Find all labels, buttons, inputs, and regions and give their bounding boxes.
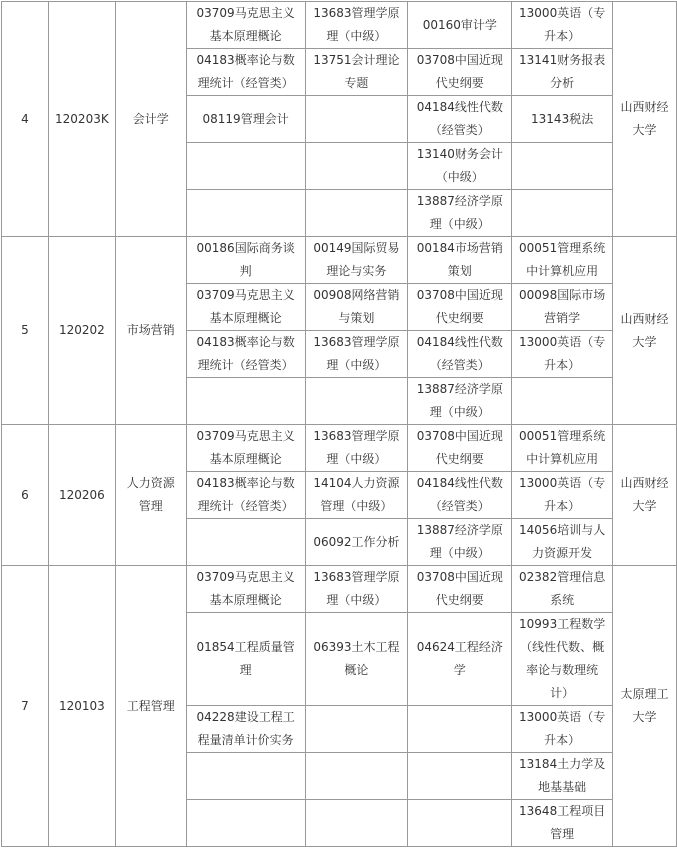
- course-cell: [408, 753, 512, 800]
- course-cell: 03708中国近现代史纲要: [408, 566, 512, 613]
- school-cell: 山西财经大学: [613, 2, 677, 237]
- course-cell: 13887经济学原理（中级）: [408, 519, 512, 566]
- course-cell: 04184线性代数（经管类）: [408, 331, 512, 378]
- course-cell: 06092工作分析: [305, 519, 408, 566]
- course-cell: 13141财务报表分析: [512, 49, 613, 96]
- course-cell: [305, 800, 408, 847]
- course-cell: 04183概率论与数理统计（经管类）: [186, 49, 305, 96]
- course-cell: [512, 378, 613, 425]
- course-cell: 01854工程质量管理: [186, 613, 305, 706]
- table-row: [2, 237, 677, 284]
- course-cell: 03708中国近现代史纲要: [408, 284, 512, 331]
- course-cell: 00184市场营销策划: [408, 237, 512, 284]
- course-cell: 03709马克思主义基本原理概论: [186, 284, 305, 331]
- course-cell: 06393土木工程概论: [305, 613, 408, 706]
- school-cell: 太原理工大学: [613, 566, 677, 847]
- major-no-cell: 4: [2, 2, 49, 237]
- course-cell: [186, 800, 305, 847]
- course-cell: [408, 800, 512, 847]
- course-cell: 04183概率论与数理统计（经管类）: [186, 331, 305, 378]
- major-name-cell: 市场营销: [115, 237, 186, 425]
- course-cell: [305, 378, 408, 425]
- course-cell: 13143税法: [512, 96, 613, 143]
- major-code-cell: 120203K: [48, 2, 115, 237]
- majors-course-table: [1, 1, 677, 847]
- course-cell: [186, 143, 305, 190]
- course-cell: 13683管理学原理（中级）: [305, 566, 408, 613]
- course-cell: 13000英语（专升本）: [512, 331, 613, 378]
- course-cell: 13140财务会计（中级）: [408, 143, 512, 190]
- school-cell: 山西财经大学: [613, 425, 677, 566]
- course-cell: 14056培训与人力资源开发: [512, 519, 613, 566]
- course-cell: [305, 706, 408, 753]
- course-cell: [186, 378, 305, 425]
- course-cell: 04184线性代数（经管类）: [408, 472, 512, 519]
- course-cell: 00098国际市场营销学: [512, 284, 613, 331]
- major-code-cell: 120103: [48, 566, 115, 847]
- table-row: [2, 2, 677, 49]
- course-cell: 13683管理学原理（中级）: [305, 331, 408, 378]
- course-cell: [305, 96, 408, 143]
- course-cell: [186, 519, 305, 566]
- course-cell: [305, 143, 408, 190]
- course-cell: 03709马克思主义基本原理概论: [186, 425, 305, 472]
- course-cell: 04184线性代数（经管类）: [408, 96, 512, 143]
- course-cell: 10993工程数学（线性代数、概率论与数理统计）: [512, 613, 613, 706]
- course-cell: 02382管理信息系统: [512, 566, 613, 613]
- course-cell: 04624工程经济学: [408, 613, 512, 706]
- course-cell: 13648工程项目管理: [512, 800, 613, 847]
- table-body: [2, 2, 677, 847]
- major-code-cell: 120206: [48, 425, 115, 566]
- course-cell: 00051管理系统中计算机应用: [512, 425, 613, 472]
- course-cell: 03709马克思主义基本原理概论: [186, 566, 305, 613]
- major-code-cell: 120202: [48, 237, 115, 425]
- course-cell: 00186国际商务谈判: [186, 237, 305, 284]
- course-cell: [512, 143, 613, 190]
- course-cell: 14104人力资源管理（中级）: [305, 472, 408, 519]
- major-name-cell: 会计学: [115, 2, 186, 237]
- course-cell: 13000英语（专升本）: [512, 2, 613, 49]
- table-row: [2, 566, 677, 613]
- major-no-cell: 6: [2, 425, 49, 566]
- course-cell: 03708中国近现代史纲要: [408, 425, 512, 472]
- course-cell: 00149国际贸易理论与实务: [305, 237, 408, 284]
- course-cell: [305, 190, 408, 237]
- table-row: [2, 425, 677, 472]
- course-cell: 04183概率论与数理统计（经管类）: [186, 472, 305, 519]
- course-cell: 13184土力学及地基基础: [512, 753, 613, 800]
- course-cell: [408, 706, 512, 753]
- course-cell: 13683管理学原理（中级）: [305, 425, 408, 472]
- major-no-cell: 7: [2, 566, 49, 847]
- course-cell: 13887经济学原理（中级）: [408, 190, 512, 237]
- course-cell: [186, 753, 305, 800]
- course-cell: 13887经济学原理（中级）: [408, 378, 512, 425]
- course-cell: 13000英语（专升本）: [512, 472, 613, 519]
- course-cell: 13683管理学原理（中级）: [305, 2, 408, 49]
- course-cell: [186, 190, 305, 237]
- course-cell: [512, 190, 613, 237]
- school-cell: 山西财经大学: [613, 237, 677, 425]
- course-cell: 08119管理会计: [186, 96, 305, 143]
- major-name-cell: 人力资源管理: [115, 425, 186, 566]
- course-cell: 00908网络营销与策划: [305, 284, 408, 331]
- course-cell: 03708中国近现代史纲要: [408, 49, 512, 96]
- course-cell: 04228建设工程工程量清单计价实务: [186, 706, 305, 753]
- course-cell: 00051管理系统中计算机应用: [512, 237, 613, 284]
- course-cell: 13000英语（专升本）: [512, 706, 613, 753]
- major-no-cell: 5: [2, 237, 49, 425]
- major-name-cell: 工程管理: [115, 566, 186, 847]
- course-cell: 03709马克思主义基本原理概论: [186, 2, 305, 49]
- course-cell: [305, 753, 408, 800]
- course-cell: 13751会计理论专题: [305, 49, 408, 96]
- course-cell: 00160审计学: [408, 2, 512, 49]
